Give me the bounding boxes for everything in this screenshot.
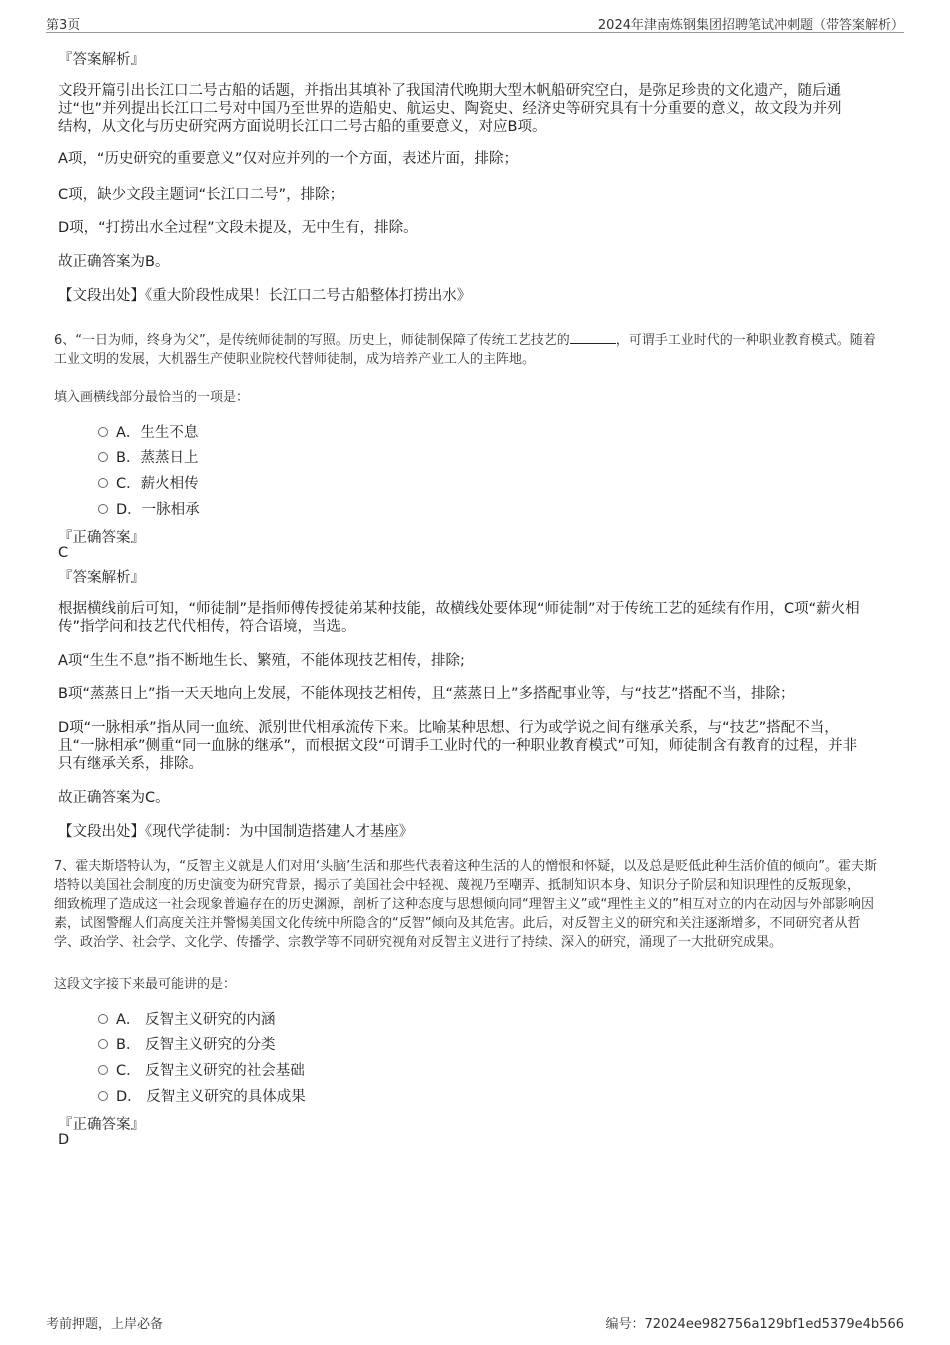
option-label: D．一脉相承	[116, 502, 200, 518]
q7-correct-answer: D	[58, 1132, 70, 1148]
option-label: D． 反智主义研究的具体成果	[116, 1089, 306, 1105]
q5-conclusion: 故正确答案为B。	[58, 254, 170, 270]
radio-icon[interactable]	[98, 452, 108, 462]
q6-option-a[interactable]	[98, 421, 198, 442]
option-label: C．薪火相传	[116, 476, 199, 492]
option-label: B． 反智主义研究的分类	[116, 1037, 276, 1053]
text-line: D项“一脉相承”指从同一血统、派别世代相承流传下来。比喻某种思想、行为或学说之间有继承关系，与“技艺”搭配不当，	[58, 720, 839, 736]
stem-text: 6、“一日为师，终身为父”，是传统师徒制的写照。历史上，师徒制保障了传统工艺技艺的	[54, 333, 570, 348]
q6-analysis-option-b: B项“蒸蒸日上”指一天天地向上发展，不能体现技艺相传，且“蒸蒸日上”多搭配事业等，与“技艺”搭配不当，排除；	[58, 686, 795, 702]
text-line: 7、霍夫斯塔特认为，“反智主义就是人们对用‘头脑’生活和那些代表着这种生活的人的憎恨和怀疑，以及总是贬低此种生活价值的倾向”。霍夫斯	[54, 859, 878, 874]
radio-icon[interactable]	[98, 427, 108, 437]
document-title: 2024年津南炼钢集团招聘笔试冲刺题（带答案解析）	[597, 18, 904, 33]
code-label: 编号：	[605, 1317, 645, 1332]
radio-icon[interactable]	[98, 1039, 108, 1049]
q7-correct-label: 『正确答案』	[58, 1117, 145, 1133]
q5-analysis-option-d: D项，“打捞出水全过程”文段未提及，无中生有，排除。	[58, 220, 418, 236]
option-label: C． 反智主义研究的社会基础	[116, 1063, 305, 1079]
q6-source: 【文段出处】《现代学徒制：为中国制造搭建人才基座》	[58, 824, 414, 840]
q7-option-c[interactable]	[98, 1059, 305, 1080]
fill-blank	[570, 331, 616, 344]
page-header	[46, 14, 904, 33]
option-label: A．生生不息	[116, 425, 199, 441]
text-line: 且“一脉相承”侧重“同一血脉的继承”，而根据文段“可谓手工业时代的一种职业教育模式”可知，师徒制含有教育的过程，并非	[58, 738, 858, 754]
option-label: A． 反智主义研究的内涵	[116, 1012, 276, 1028]
text-line: 只有继承关系，排除。	[58, 756, 203, 772]
q6-option-b[interactable]	[98, 446, 198, 467]
q5-analysis-option-c: C项，缺少文段主题词“长江口二号”，排除；	[58, 187, 345, 203]
text-line: 学、政治学、社会学、文化学、传播学、宗教学等不同研究视角对反智主义进行了持续、深入的研究，涌现了一大批研究成果。	[54, 935, 783, 950]
q7-option-d[interactable]	[98, 1085, 306, 1106]
q6-stem	[54, 331, 899, 369]
text-line: 素，试图警醒人们高度关注并警惕美国文化传统中所隐含的“反智”倾向及其危害。此后，对反智主义的研究和关注逐渐增多，不同研究者从哲	[54, 916, 861, 931]
q6-conclusion: 故正确答案为C。	[58, 790, 170, 806]
q6-correct-answer: C	[58, 545, 69, 561]
text-line: 细致梳理了造成这一社会现象普遍存在的历史渊源，剖析了这种态度与思想倾向同“理智主义”或“理性主义的”相互对立的内在动因与外部影响因	[54, 897, 874, 912]
q7-option-b[interactable]	[98, 1033, 276, 1054]
q5-analysis-option-a: A项，“历史研究的重要意义”仅对应并列的一个方面，表述片面，排除；	[58, 151, 518, 167]
option-label: B．蒸蒸日上	[116, 450, 199, 466]
q6-option-d[interactable]	[98, 498, 200, 519]
text-line	[54, 331, 899, 350]
q6-option-c[interactable]	[98, 472, 199, 493]
q5-analysis-label: 『答案解析』	[58, 52, 145, 68]
q6-analysis-option-a: A项“生生不息”指不断地生长、繁殖，不能体现技艺相传，排除;	[58, 653, 465, 669]
q6-correct-label: 『正确答案』	[58, 530, 145, 546]
radio-icon[interactable]	[98, 478, 108, 488]
q6-prompt: 填入画横线部分最恰当的一项是：	[54, 390, 250, 405]
radio-icon[interactable]	[98, 1065, 108, 1075]
page-footer	[46, 1313, 904, 1331]
footer-slogan: 考前押题，上岸必备	[46, 1317, 164, 1332]
text-line: 传”指学问和技艺代代相传，符合语境，当选。	[58, 619, 356, 635]
q5-source: 【文段出处】《重大阶段性成果！长江口二号古船整体打捞出水》	[58, 288, 472, 304]
stem-text: ，可谓手工业时代的一种职业教育模式。随着	[615, 333, 876, 348]
text-line: 塔特以美国社会制度的历史演变为研究背景，揭示了美国社会中轻视、蔑视乃至嘲弄、抵制知识本身、知识分子阶层和知识理性的反叛现象，	[54, 878, 861, 893]
q6-analysis-label: 『答案解析』	[58, 570, 145, 586]
text-line: 根据横线前后可知，“师徒制”是指师傅传授徒弟某种技能，故横线处要体现“师徒制”对于传统工艺的延续有作用，C项“薪火相	[58, 601, 860, 617]
q7-option-a[interactable]	[98, 1008, 276, 1029]
text-line: 过“也”并列提出长江口二号对中国乃至世界的造船史、航运史、陶瓷史、经济史等研究具有十分重要的意义，故文段为并列	[58, 101, 842, 117]
q6-analysis-option-d	[58, 719, 888, 773]
q6-analysis-paragraph	[58, 600, 888, 636]
page-number: 第3页	[46, 18, 81, 33]
text-line: 文段开篇引出长江口二号古船的话题，并指出其填补了我国清代晚期大型木帆船研究空白，是弥足珍贵的文化遗产，随后通	[58, 83, 841, 99]
q7-stem	[54, 857, 899, 952]
radio-icon[interactable]	[98, 504, 108, 514]
text-line: 结构，从文化与历史研究两方面说明长江口二号古船的重要意义，对应B项。	[58, 119, 547, 135]
code-value: 72024ee982756a129bf1ed5379e4b566	[644, 1317, 904, 1332]
q7-prompt: 这段文字接下来最可能讲的是：	[54, 977, 237, 992]
radio-icon[interactable]	[98, 1014, 108, 1024]
radio-icon[interactable]	[98, 1091, 108, 1101]
document-code	[605, 1313, 904, 1332]
text-line: 工业文明的发展，大机器生产使职业院校代替师徒制，成为培养产业工人的主阵地。	[54, 352, 536, 367]
q5-analysis-paragraph	[58, 82, 888, 136]
